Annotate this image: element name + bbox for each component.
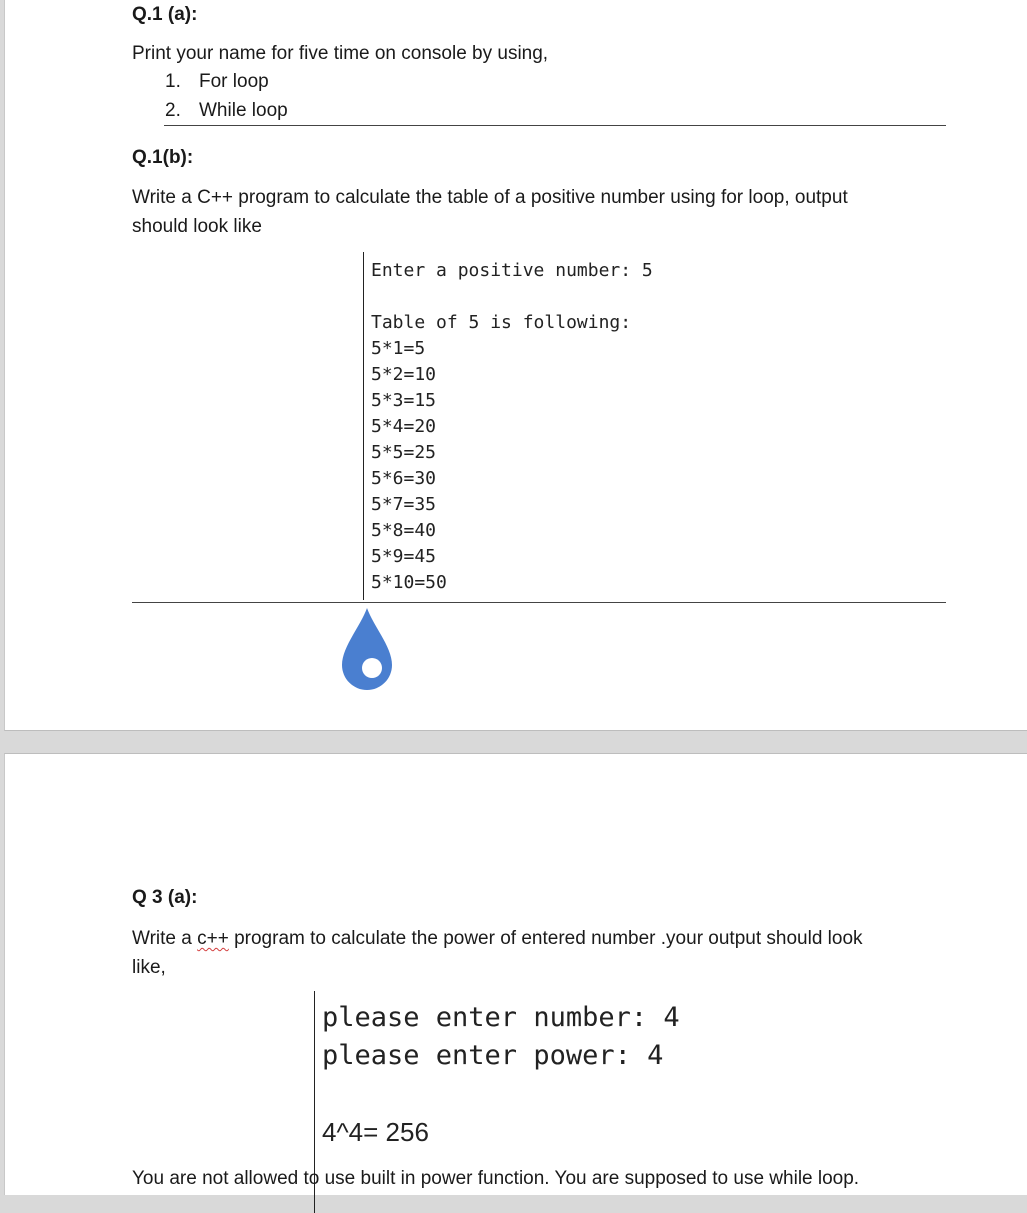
q1b-heading: Q.1(b): bbox=[132, 147, 194, 168]
console-row: 5*7=35 bbox=[371, 494, 437, 515]
q1a-prompt: Print your name for five time on console by using, bbox=[132, 43, 549, 64]
console-table-header: Table of 5 is following: bbox=[371, 312, 632, 333]
q3a-heading: Q 3 (a): bbox=[132, 887, 198, 908]
console-input-line: Enter a positive number: 5 bbox=[371, 260, 653, 281]
console-row: 5*1=5 bbox=[371, 338, 426, 359]
console-row: 5*9=45 bbox=[371, 546, 437, 567]
console-row: 5*10=50 bbox=[371, 572, 447, 593]
console-row: 5*4=20 bbox=[371, 416, 437, 437]
q1a-heading: Q.1 (a): bbox=[132, 4, 198, 25]
text-cursor-drop-icon[interactable] bbox=[338, 605, 396, 695]
console-row: 5*8=40 bbox=[371, 520, 437, 541]
document-page-1 bbox=[4, 0, 1027, 731]
console-row: 5*2=10 bbox=[371, 364, 437, 385]
table-console-output bbox=[363, 252, 653, 600]
q3a-note: You are not allowed to use built in power function. You are supposed to use while loop. bbox=[132, 1168, 860, 1189]
console-result-line: 4^4= 256 bbox=[322, 1117, 429, 1147]
console-row: 5*3=15 bbox=[371, 390, 437, 411]
list-item: 1. For loop bbox=[165, 71, 269, 92]
section-divider bbox=[132, 602, 946, 603]
q1a-list bbox=[165, 67, 288, 125]
console-number-line: please enter number: 4 bbox=[322, 1002, 680, 1033]
list-item: 2. While loop bbox=[165, 100, 288, 121]
q3a-prompt-line1: Write a c++ program to calculate the power of entered number .your output should look bbox=[132, 928, 863, 949]
q1b-prompt-line1: Write a C++ program to calculate the table of a positive number using for loop, output bbox=[132, 187, 848, 208]
console-power-line: please enter power: 4 bbox=[322, 1040, 664, 1071]
document-page-2 bbox=[4, 753, 1027, 1195]
section-divider bbox=[164, 125, 946, 126]
q1b-prompt-line2: should look like bbox=[132, 216, 262, 237]
q3a-prompt-line2: like, bbox=[132, 957, 166, 978]
console-row: 5*6=30 bbox=[371, 468, 437, 489]
console-row: 5*5=25 bbox=[371, 442, 437, 463]
spellcheck-word[interactable]: c++ bbox=[197, 928, 229, 949]
